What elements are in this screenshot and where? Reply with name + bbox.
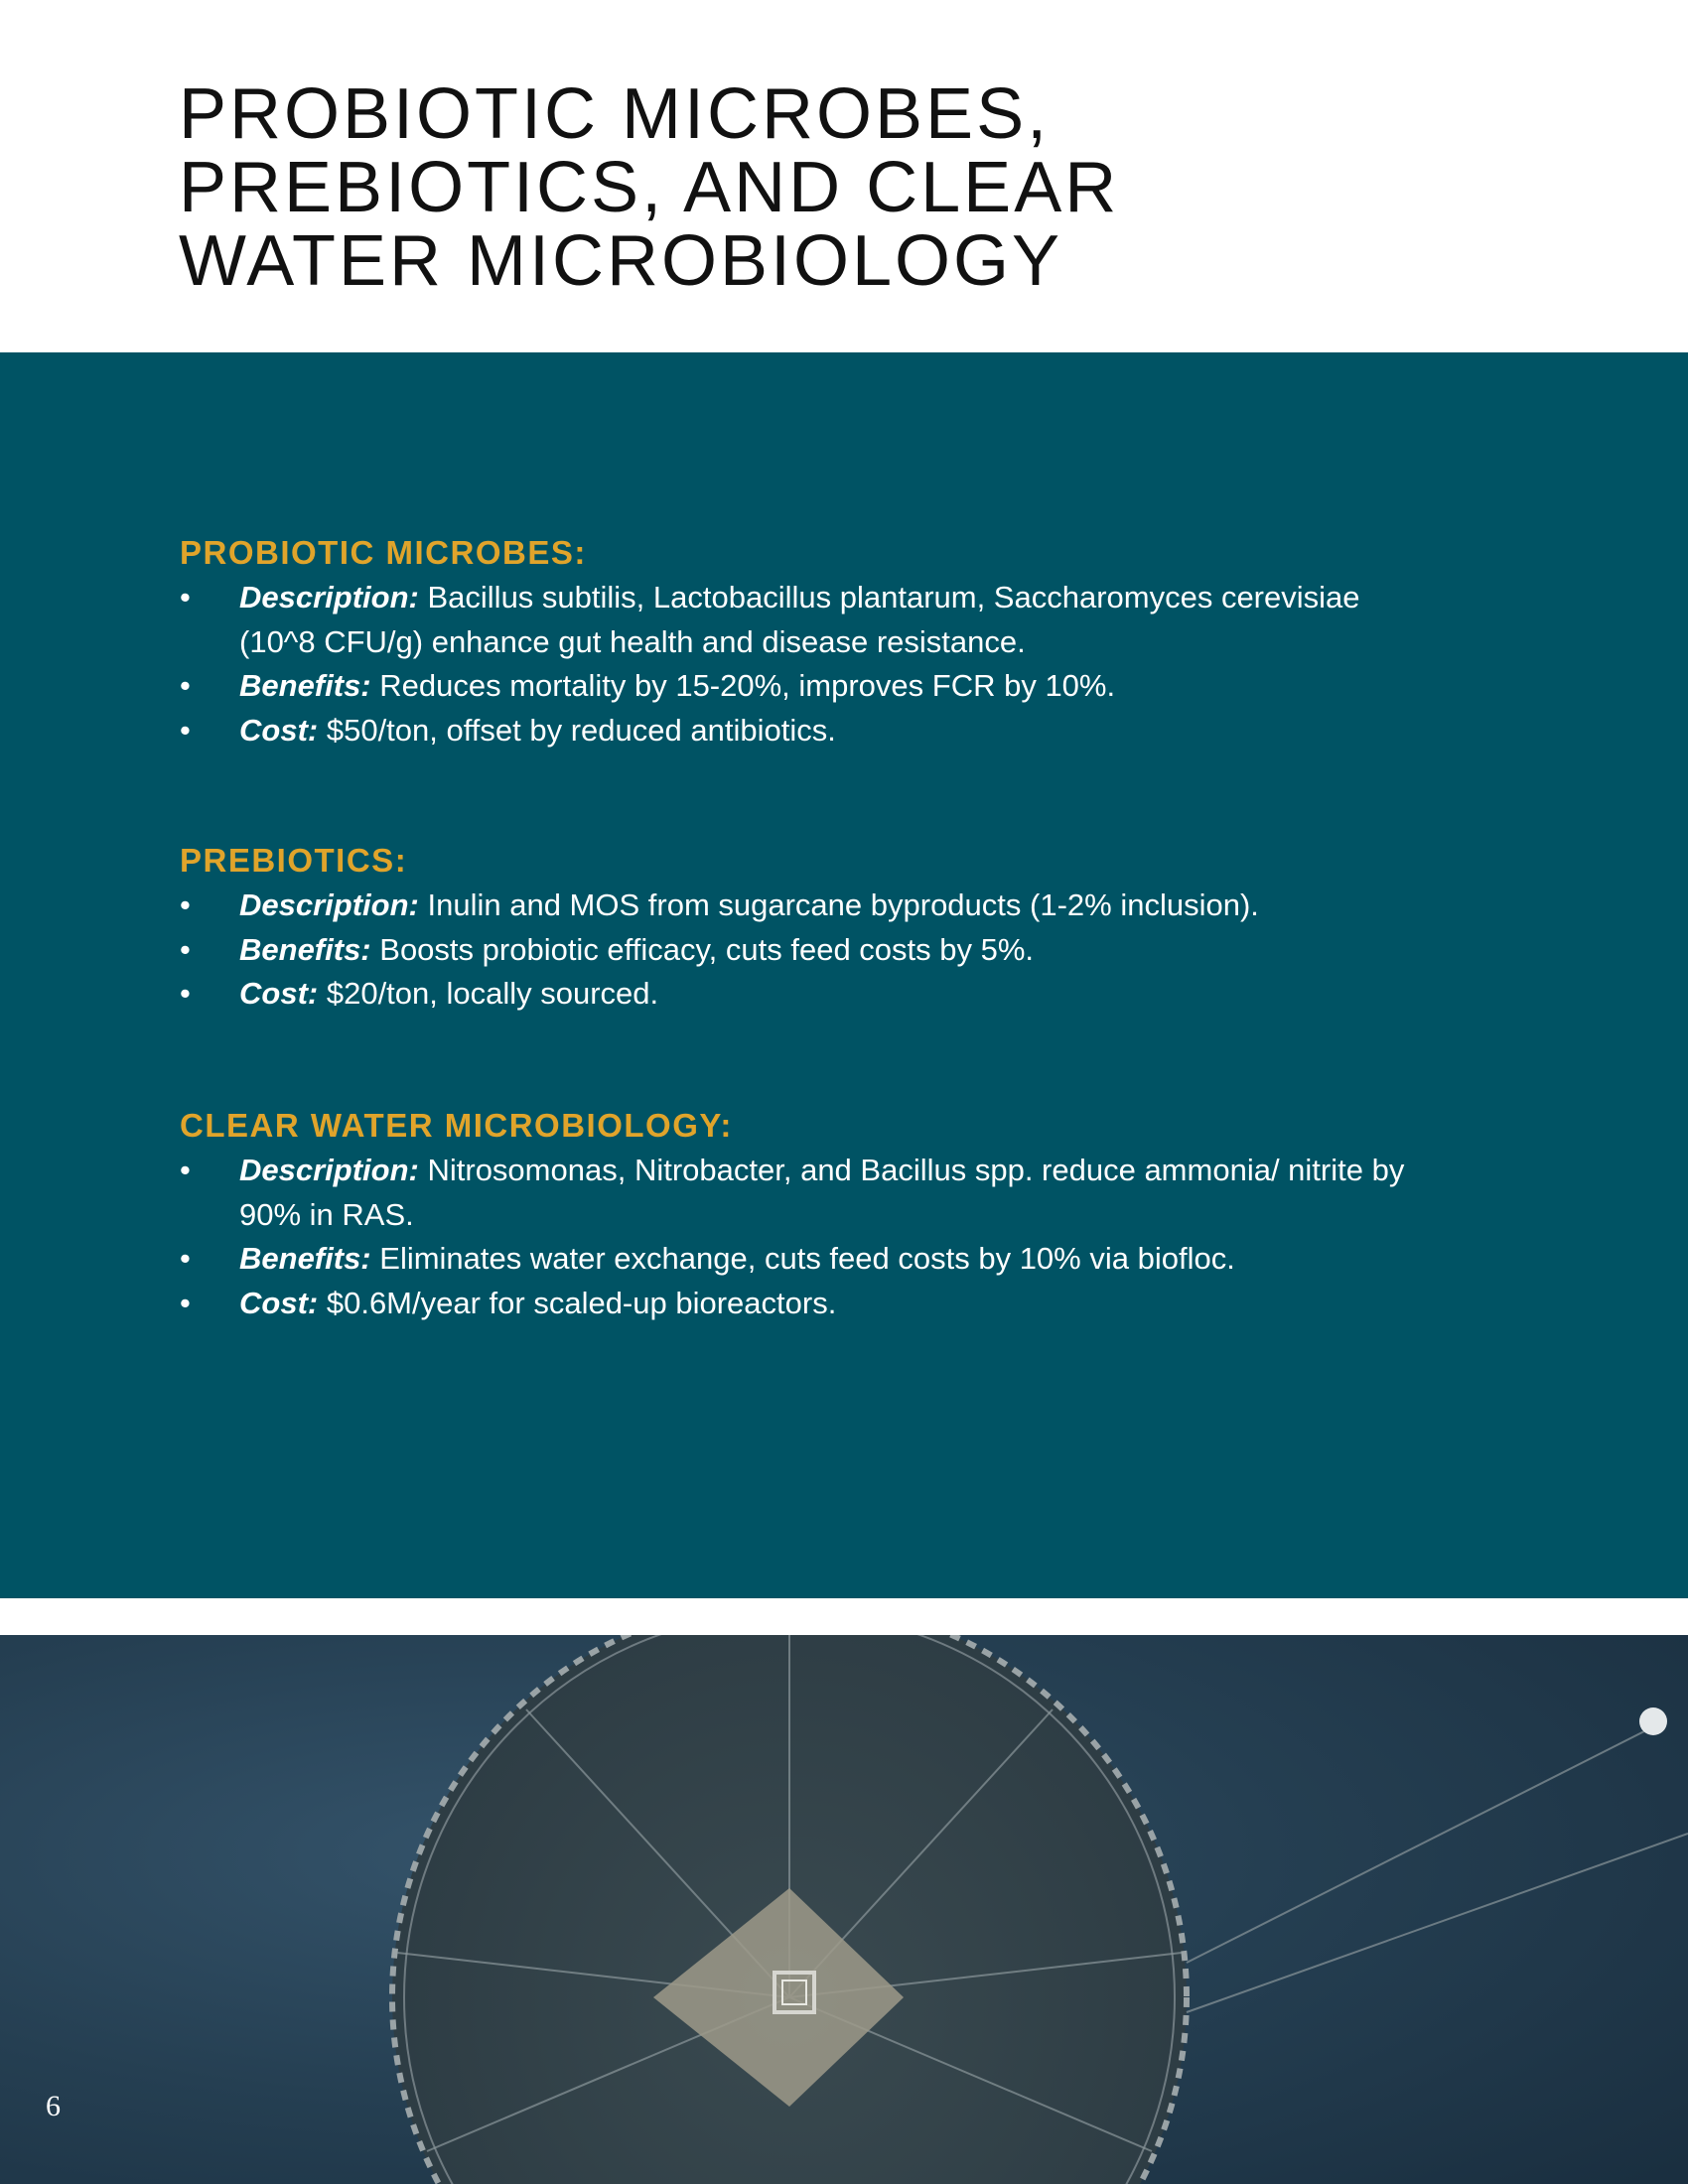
buoy bbox=[1639, 1707, 1667, 1735]
bullet-label: Description: bbox=[239, 1153, 419, 1187]
bullet-dot: • bbox=[180, 976, 191, 1011]
bullet-dot: • bbox=[180, 1241, 191, 1276]
bullet-dot: • bbox=[180, 887, 191, 922]
bullet-label: Benefits: bbox=[239, 931, 371, 967]
section-heading: CLEAR WATER MICROBIOLOGY: bbox=[180, 1107, 733, 1144]
bullet-item bbox=[180, 709, 1421, 753]
section-heading: PREBIOTICS: bbox=[180, 842, 408, 879]
title-line: PROBIOTIC MICROBES, bbox=[179, 74, 1051, 154]
bullet-label: Description: bbox=[239, 580, 419, 614]
title-line: WATER MICROBIOLOGY bbox=[179, 221, 1063, 301]
bullet-label: Benefits: bbox=[239, 668, 371, 703]
aerial-fish-pen-illustration bbox=[0, 1635, 1688, 2184]
content-panel bbox=[0, 352, 1688, 1598]
bullet-item bbox=[180, 928, 1421, 973]
bullet-item bbox=[180, 884, 1421, 928]
section-heading: PROBIOTIC MICROBES: bbox=[180, 534, 587, 571]
bullet-item bbox=[180, 1282, 1421, 1326]
bullet-item bbox=[180, 664, 1421, 709]
bullet-text: $20/ton, locally sourced. bbox=[326, 976, 659, 1011]
bullet-text: Bacillus subtilis, Lactobacillus plantarum, Saccharomyces cerevisiae (10^8 CFU/g) enhance gut health and disease resistance. bbox=[239, 580, 1360, 659]
section-clear-water-microbiology bbox=[180, 1105, 1421, 1325]
aquaculture-pen-photo bbox=[0, 1635, 1688, 2184]
bullet-text: Reduces mortality by 15-20%, improves FCR by 10%. bbox=[379, 668, 1116, 703]
bullet-dot: • bbox=[180, 668, 191, 703]
section-probiotic-microbes bbox=[180, 532, 1421, 752]
section-prebiotics bbox=[180, 840, 1421, 1017]
bullet-dot: • bbox=[180, 1153, 191, 1187]
bullet-label: Cost: bbox=[239, 1285, 319, 1320]
bullet-text: $50/ton, offset by reduced antibiotics. bbox=[326, 712, 836, 748]
bullet-text: $0.6M/year for scaled-up bioreactors. bbox=[326, 1285, 837, 1320]
bullet-label: Description: bbox=[239, 887, 419, 922]
bullet-text: Eliminates water exchange, cuts feed costs by 10% via biofloc. bbox=[379, 1241, 1235, 1276]
bullet-label: Cost: bbox=[239, 712, 319, 748]
page-title bbox=[179, 74, 1470, 301]
title-line: PREBIOTICS, AND CLEAR bbox=[179, 148, 1120, 227]
bullet-label: Cost: bbox=[239, 976, 319, 1011]
bullet-item bbox=[180, 972, 1421, 1017]
bullet-text: Nitrosomonas, Nitrobacter, and Bacillus spp. reduce ammonia/ nitrite by 90% in RAS. bbox=[239, 1153, 1405, 1232]
page-number: 6 bbox=[46, 2090, 61, 2122]
bullet-list bbox=[180, 1149, 1421, 1325]
bullet-dot: • bbox=[180, 712, 191, 748]
bullet-label: Benefits: bbox=[239, 1241, 371, 1276]
bullet-dot: • bbox=[180, 580, 191, 614]
bullet-text: Inulin and MOS from sugarcane byproducts (1-2% inclusion). bbox=[427, 887, 1259, 922]
bullet-item bbox=[180, 1149, 1421, 1237]
bullet-item bbox=[180, 1237, 1421, 1282]
bullet-item bbox=[180, 576, 1421, 664]
bullet-dot: • bbox=[180, 1285, 191, 1320]
bullet-dot: • bbox=[180, 931, 191, 967]
bullet-list bbox=[180, 884, 1421, 1017]
bullet-list bbox=[180, 576, 1421, 752]
bullet-text: Boosts probiotic efficacy, cuts feed costs by 5%. bbox=[379, 931, 1035, 967]
